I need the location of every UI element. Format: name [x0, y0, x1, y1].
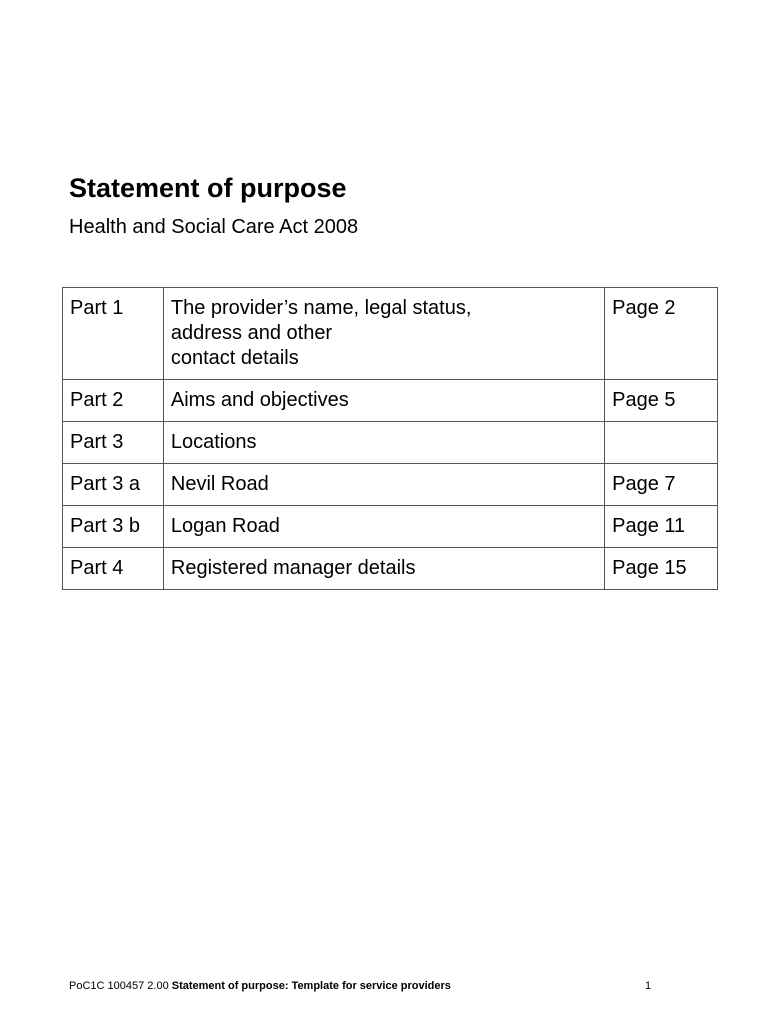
part-cell: Part 1 [63, 288, 164, 380]
section-title-cell: Nevil Road [163, 464, 604, 506]
table-row [63, 548, 718, 590]
footer-document-title: Statement of purpose: Template for service providers [171, 980, 451, 992]
table-row [63, 506, 718, 548]
section-title-line: address and other [170, 322, 333, 344]
section-title-line: The provider’s name, legal status, [170, 297, 472, 319]
page-footer [69, 980, 451, 993]
page-number: 1 [645, 980, 652, 992]
table-row [63, 380, 718, 422]
section-title-cell [163, 288, 604, 380]
document-title: Statement of purpose [69, 173, 347, 203]
footer-document-code: PoC1C 100457 2.00 [69, 980, 169, 992]
section-title-line: contact details [170, 347, 299, 369]
page-ref-cell: Page 5 [605, 380, 718, 422]
part-cell: Part 4 [63, 548, 164, 590]
table-row [63, 422, 718, 464]
table-row [63, 464, 718, 506]
page-ref-cell: Page 2 [605, 288, 718, 380]
page-ref-cell: Page 11 [605, 506, 718, 548]
page-ref-cell [605, 422, 718, 464]
part-cell: Part 2 [63, 380, 164, 422]
part-cell: Part 3 b [63, 506, 164, 548]
section-title-cell: Registered manager details [163, 548, 604, 590]
page-ref-cell: Page 15 [605, 548, 718, 590]
section-title-cell: Locations [163, 422, 604, 464]
contents-table [62, 287, 718, 590]
part-cell: Part 3 a [63, 464, 164, 506]
table-row [63, 288, 718, 380]
page-ref-cell: Page 7 [605, 464, 718, 506]
part-cell: Part 3 [63, 422, 164, 464]
document-subtitle: Health and Social Care Act 2008 [69, 216, 359, 238]
section-title-cell: Logan Road [163, 506, 604, 548]
section-title-cell: Aims and objectives [163, 380, 604, 422]
